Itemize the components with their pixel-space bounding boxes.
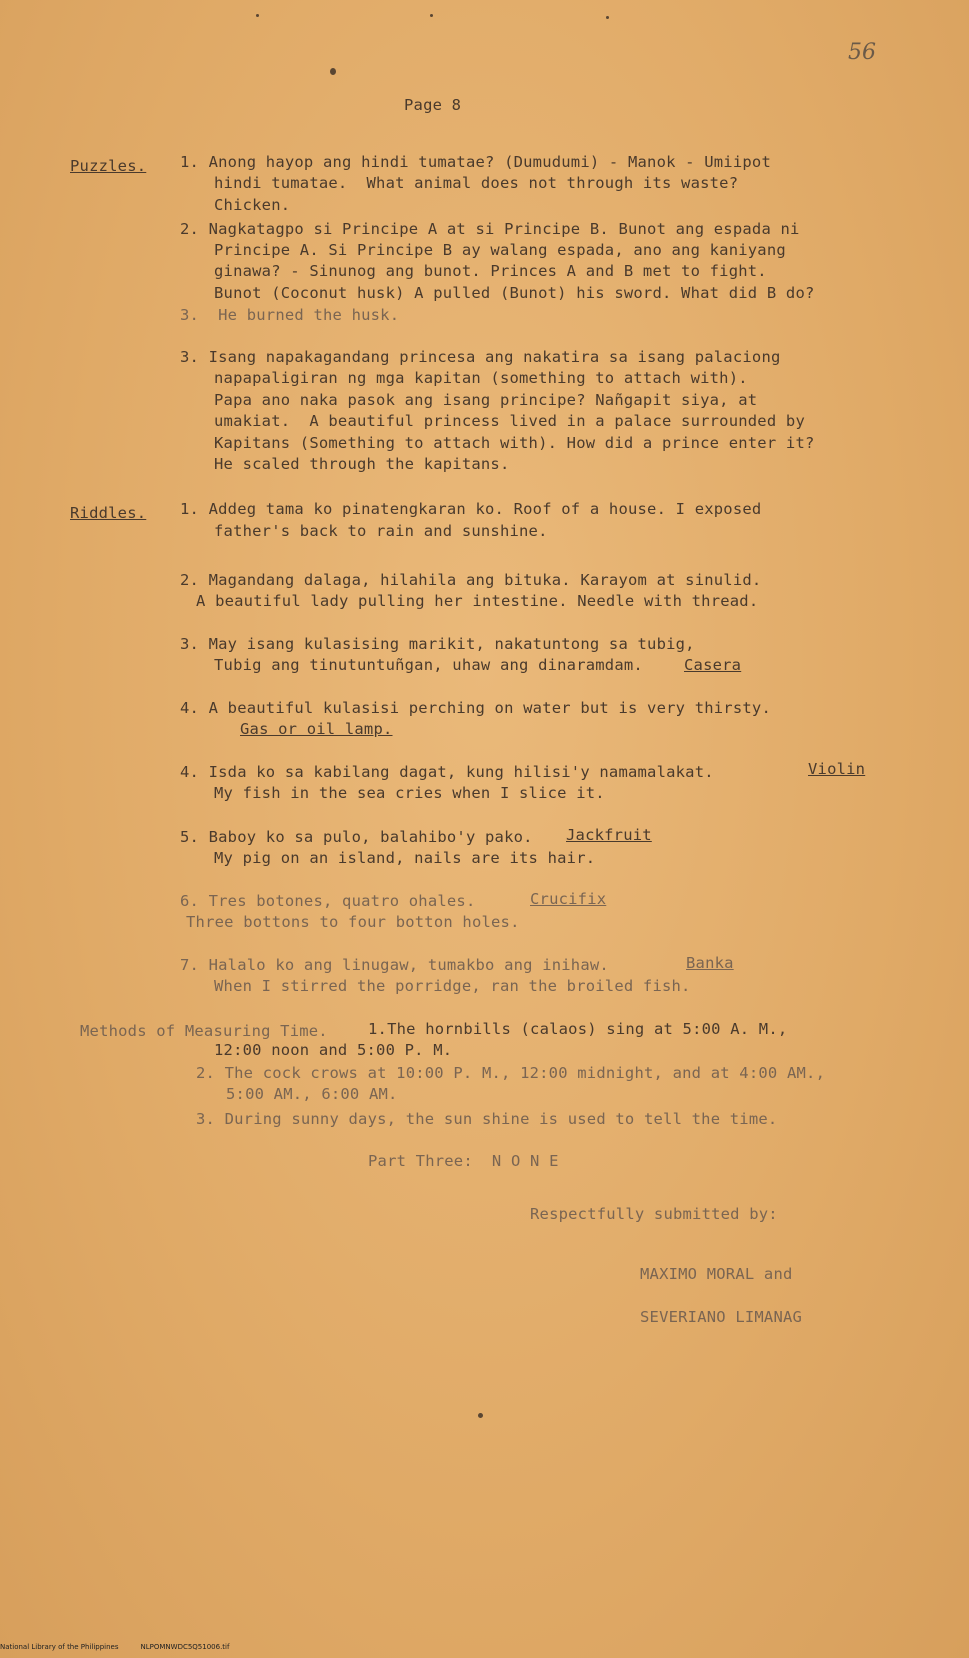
riddles-heading: Riddles. <box>70 504 147 522</box>
riddle-line: My fish in the sea cries when I slice it. <box>214 784 605 802</box>
puzzle-line: 2. Nagkatagpo si Principe A at si Principe B. Bunot ang espada ni <box>180 220 800 238</box>
riddle-line: My pig on an island, nails are its hair. <box>214 849 596 867</box>
riddle-answer: Casera <box>684 656 742 674</box>
page-label: Page 8 <box>404 96 462 114</box>
puzzles-heading: Puzzles. <box>70 157 147 175</box>
time-heading: Methods of Measuring Time. <box>80 1022 328 1040</box>
riddle-answer: Gas or oil lamp. <box>240 720 393 738</box>
riddle-answer: Jackfruit <box>566 826 652 844</box>
riddle-answer: Banka <box>686 954 734 972</box>
footer-file: NLPOMNWDC5Q51006.tif <box>140 1643 230 1651</box>
time-line: 12:00 noon and 5:00 P. M. <box>214 1041 453 1059</box>
footer-library: National Library of the Philippines <box>0 1643 119 1651</box>
time-line: 1.The hornbills (calaos) sing at 5:00 A. M., <box>368 1020 788 1038</box>
riddle-line: Three bottons to four botton holes. <box>186 913 520 931</box>
riddle-line: 1. Addeg tama ko pinatengkaran ko. Roof of a house. I exposed <box>180 500 762 518</box>
submitted-by: Respectfully submitted by: <box>530 1205 778 1223</box>
puzzle-line: Chicken. <box>214 196 291 214</box>
riddle-line: 6. Tres botones, quatro ohales. <box>180 892 476 910</box>
riddle-answer: Violin <box>808 760 866 778</box>
riddle-line: When I stirred the porridge, ran the broiled fish. <box>214 977 691 995</box>
puzzle-line: 3. He burned the husk. <box>180 306 400 324</box>
riddle-line: 2. Magandang dalaga, hilahila ang bituka. Karayom at sinulid. <box>180 571 762 589</box>
riddle-line: 4. Isda ko sa kabilang dagat, kung hilisi'y namamalakat. <box>180 763 714 781</box>
riddle-line: 7. Halalo ko ang linugaw, tumakbo ang inihaw. <box>180 956 609 974</box>
puzzle-line: umakiat. A beautiful princess lived in a palace surrounded by <box>214 412 805 430</box>
ink-speck <box>330 68 336 75</box>
riddle-answer: Crucifix <box>530 890 607 908</box>
ink-speck <box>478 1413 483 1418</box>
handwritten-page-number: 56 <box>848 40 876 65</box>
ink-speck <box>256 14 259 17</box>
signatory-name: SEVERIANO LIMANAG <box>640 1308 803 1326</box>
time-line: 3. During sunny days, the sun shine is used to tell the time. <box>196 1110 778 1128</box>
puzzle-line: 1. Anong hayop ang hindi tumatae? (Dumudumi) - Manok - Umiipot <box>180 153 771 171</box>
riddle-line: 3. May isang kulasising marikit, nakatuntong sa tubig, <box>180 635 695 653</box>
ink-speck <box>606 16 609 19</box>
riddle-line: father's back to rain and sunshine. <box>214 522 548 540</box>
puzzle-line: He scaled through the kapitans. <box>214 455 510 473</box>
riddle-line: A beautiful lady pulling her intestine. Needle with thread. <box>196 592 759 610</box>
time-line: 5:00 AM., 6:00 AM. <box>226 1085 398 1103</box>
part-three-note: Part Three: N O N E <box>368 1152 559 1170</box>
puzzle-line: Kapitans (Something to attach with). How did a prince enter it? <box>214 434 815 452</box>
puzzle-line: Bunot (Coconut husk) A pulled (Bunot) his sword. What did B do? <box>214 284 815 302</box>
puzzle-line: ginawa? - Sinunog ang bunot. Princes A and B met to fight. <box>214 262 767 280</box>
puzzle-line: Papa ano naka pasok ang isang principe? Nañgapit siya, at <box>214 391 758 409</box>
ink-speck <box>430 14 433 17</box>
scan-footer <box>0 1643 251 1651</box>
puzzle-line: napapaligiran ng mga kapitan (something to attach with). <box>214 369 748 387</box>
riddle-line: 4. A beautiful kulasisi perching on water but is very thirsty. <box>180 699 771 717</box>
riddle-line: 5. Baboy ko sa pulo, balahibo'y pako. <box>180 828 533 846</box>
puzzle-line: Principe A. Si Principe B ay walang espada, ano ang kaniyang <box>214 241 786 259</box>
signatory-name: MAXIMO MORAL and <box>640 1265 793 1283</box>
puzzle-line: 3. Isang napakagandang princesa ang nakatira sa isang palaciong <box>180 348 781 366</box>
puzzle-line: hindi tumatae. What animal does not through its waste? <box>214 174 739 192</box>
riddle-line: Tubig ang tinutuntuñgan, uhaw ang dinaramdam. <box>214 656 643 674</box>
time-line: 2. The cock crows at 10:00 P. M., 12:00 midnight, and at 4:00 AM., <box>196 1064 826 1082</box>
